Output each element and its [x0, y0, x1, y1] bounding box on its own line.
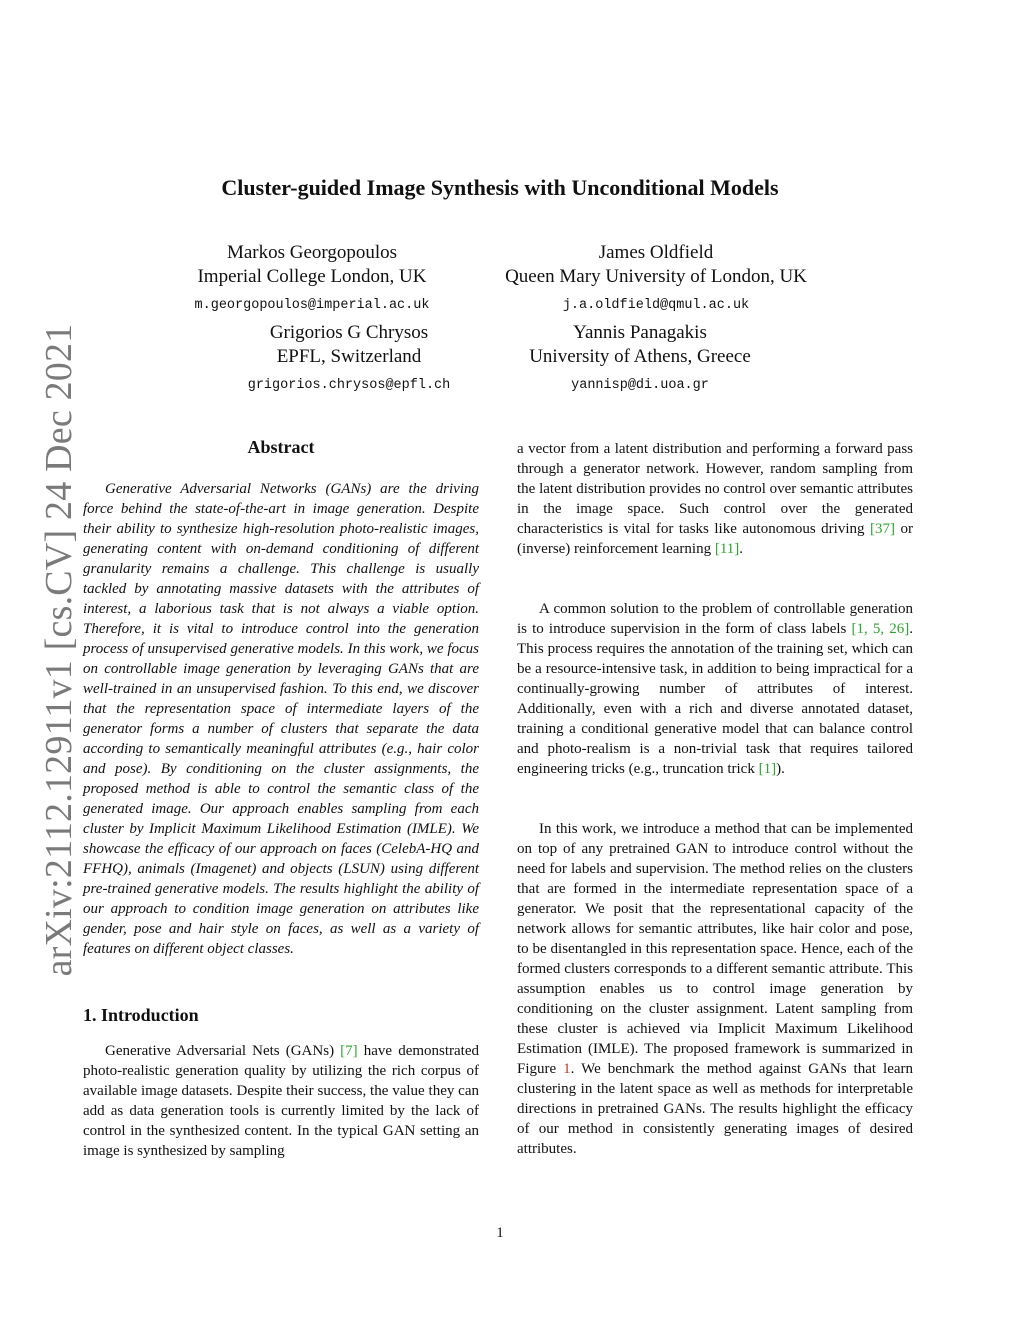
citation-link[interactable]: [1, 5, 26]	[851, 621, 910, 637]
author-block-1	[122, 241, 502, 317]
intro-paragraph-1-continued: a vector from a latent distribution and performing a forward pass through a generator network. However, random sampling from the latent distribution provides no control over semantic attributes in the image space. Such control over the generated characteristics is vital for tasks like autonomous driving [37] or (inverse) reinforcement learning [11].	[517, 441, 914, 557]
author-affiliation: Queen Mary University of London, UK	[505, 266, 807, 287]
author-affiliation: Imperial College London, UK	[197, 266, 427, 287]
author-name: Grigorios G Chrysos	[269, 322, 429, 343]
intro-paragraph-2: A common solution to the problem of controllable generation is to introduce supervision in the form of class labels [1, 5, 26]. This process requires the annotation of the training set, which can be a resource-intensive task, in addition to being impractical for a continually-growing number of attributes of interest. Additionally, even with a rich and diverse annotated dataset, training a conditional generative model that can balance control and photo-realism is a non-trivial task that requires tailored engineering tricks (e.g., truncation trick [1]).	[517, 601, 913, 777]
page-number: 1	[496, 1225, 504, 1241]
abstract-heading: Abstract	[247, 437, 315, 457]
author-email: m.georgopoulos@imperial.ac.uk	[194, 298, 430, 313]
citation-link[interactable]: [37]	[870, 521, 896, 537]
author-email: yannisp@di.uoa.gr	[571, 378, 709, 393]
author-email: grigorios.chrysos@epfl.ch	[247, 378, 451, 393]
intro-paragraph-3: In this work, we introduce a method that can be implemented on top of any pretrained GAN to introduce control without the need for labels and supervision. The method relies on the clusters that are formed in the intermediate representation space of a generator. We posit that the representational capacity of the network allows for semantic attributes, like hair color and pose, to be disentangled in this representation space. Hence, each of the formed clusters corresponds to a different semantic attribute. This assumption enables us to control image generation by conditioning on the cluster assignment. Latent sampling from these cluster is achieved via Implicit Maximum Likelihood Estimation (IMLE). The proposed framework is summarized in Figure 1. We benchmark the method against GANs that learn clustering in the latent space as well as methods for interpretable directions in pretrained GANs. The results highlight the efficacy of our method in consistently generating images of desired attributes.	[517, 821, 913, 1157]
author-block-4	[450, 321, 830, 397]
citation-link[interactable]: [7]	[340, 1043, 358, 1059]
figure-reference-link[interactable]: 1	[563, 1061, 571, 1077]
author-name: Markos Georgopoulos	[226, 242, 398, 263]
right-column	[517, 439, 913, 1159]
section-heading-introduction: 1. Introduction	[83, 1005, 199, 1025]
author-name: Yannis Panagakis	[573, 322, 707, 343]
citation-link[interactable]: [11]	[714, 541, 740, 557]
author-affiliation: EPFL, Switzerland	[276, 346, 422, 367]
citation-link[interactable]: [1]	[758, 761, 777, 777]
arxiv-identifier: arXiv:2112.12911v1 [cs.CV] 24 Dec 2021	[38, 323, 80, 977]
author-email: j.a.oldfield@qmul.ac.uk	[562, 298, 750, 313]
abstract-text: Generative Adversarial Networks (GANs) are the driving force behind the state-of-the-art in image generation. Despite their ability to synthesize high-resolution photo-realistic images, generating content with on-demand conditioning of different granularity remains a challenge. This challenge is usually tackled by annotating massive datasets with the attributes of interest, a laborious task that is not always a viable option. Therefore, it is vital to introduce control into the generation process of unsupervised generative models. In this work, we focus on controllable image generation by leveraging GANs that are well-trained in an unsupervised fashion. To this end, we discover that the representation space of intermediate layers of the generator forms a number of clusters that separate the data according to semantically meaningful attributes (e.g., hair color and pose). By conditioning on the cluster assignments, the proposed method is able to control the semantic class of the generated image. Our approach enables sampling from each cluster by Implicit Maximum Likelihood Estimation (IMLE). We showcase the efficacy of our approach on faces (CelebA-HQ and FFHQ), animals (Imagenet) and objects (LSUN) using different pre-trained generative models. The results highlight the ability of our approach to condition image generation on attributes like gender, pose and hair style on faces, as well as a variety of features on different object classes.	[83, 481, 479, 957]
author-name: James Oldfield	[598, 242, 714, 263]
paper-title: Cluster-guided Image Synthesis with Unconditional Models	[221, 175, 779, 200]
author-affiliation: University of Athens, Greece	[529, 346, 751, 367]
author-block-2	[466, 241, 846, 317]
left-column	[83, 437, 479, 1161]
intro-paragraph-1: Generative Adversarial Nets (GANs) [7] have demonstrated photo-realistic generation quality by utilizing the rich corpus of available image datasets. Despite their success, the value they can add as data generation tools is currently limited by the lack of control in the synthesized content. In the typical GAN setting an image is synthesized by sampling	[83, 1043, 479, 1159]
